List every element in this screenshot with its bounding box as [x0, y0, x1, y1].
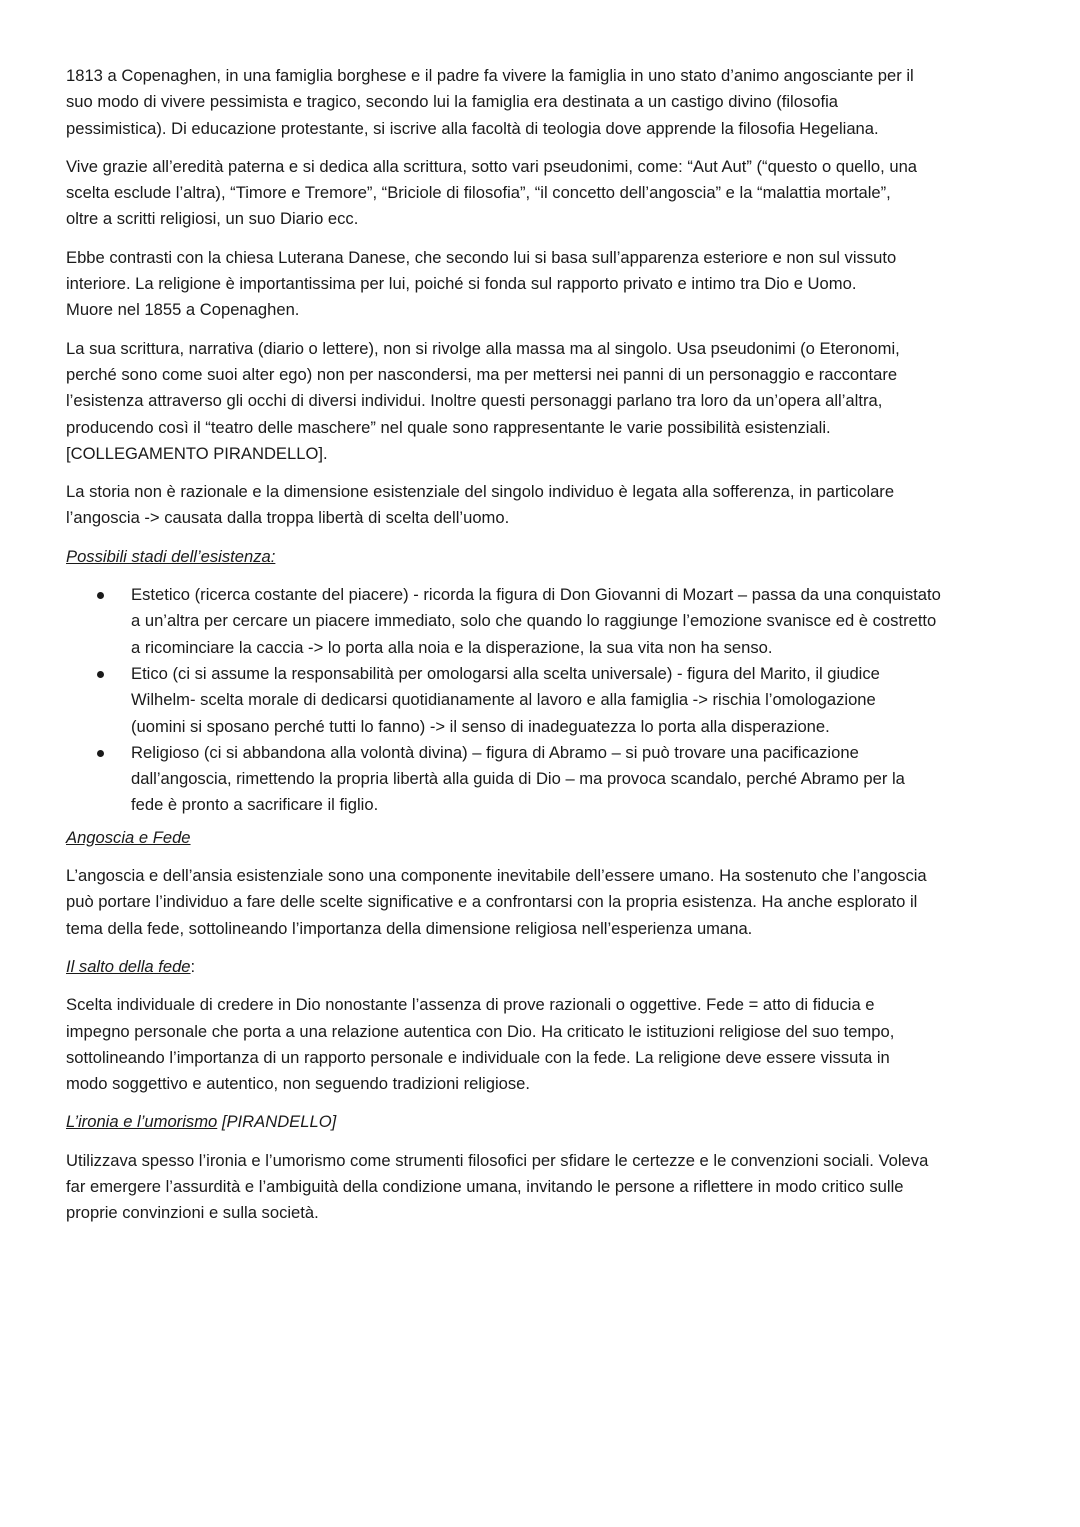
- text-line: modo soggettivo e autentico, non seguendo tradizioni religiose.: [66, 1074, 531, 1094]
- salto-paragraph: [66, 992, 1020, 1097]
- text-line: Wilhelm- scelta morale di dedicarsi quotidianamente al lavoro e alla famiglia -> rischia l’omologazione: [131, 690, 876, 710]
- list-item: [66, 582, 1020, 661]
- church-paragraph: [66, 245, 1020, 324]
- text-line: Estetico (ricerca costante del piacere) - ricorda la figura di Don Giovanni di Mozart – passa da una conquistato: [131, 585, 941, 605]
- text-line: Ebbe contrasti con la chiesa Luterana Danese, che secondo lui si basa sull’apparenza esteriore e non sul vissuto: [66, 247, 897, 267]
- text-line: a ricominciare la caccia -> lo porta alla noia e la disperazione, la sua vita non ha senso.: [131, 637, 773, 657]
- text-line: producendo così il “teatro delle maschere” nel quale sono rappresentante le varie possibilità esistenziali.: [66, 417, 831, 437]
- text-line: tema della fede, sottolineando l’importanza della dimensione religiosa nell’esperienza umana.: [66, 918, 753, 938]
- angoscia-heading: Angoscia e Fede: [66, 827, 191, 847]
- text-line: La storia non è razionale e la dimensione esistenziale del singolo individuo è legata alla sofferenza, in particolare: [66, 482, 895, 502]
- angoscia-paragraph: [66, 863, 1020, 942]
- history-paragraph: [66, 479, 1020, 532]
- text-line: suo modo di vivere pessimista e tragico, secondo lui la famiglia era destinata a un castigo divino (filosofia: [66, 92, 839, 112]
- salto-heading-text: Il salto della fede: [66, 956, 191, 976]
- text-line: impegno personale che porta a una relazione autentica con Dio. Ha criticato le istituzioni religiose del suo tempo,: [66, 1021, 895, 1041]
- bullet-icon: [97, 592, 104, 599]
- stages-heading: Possibili stadi dell’esistenza:: [66, 546, 276, 566]
- text-line: Vive grazie all’eredità paterna e si dedica alla scrittura, sotto vari pseudonimi, come: “Aut Aut” (“questo o quello, una: [66, 156, 918, 176]
- text-line: La sua scrittura, narrativa (diario o lettere), non si rivolge alla massa ma al singolo. Usa pseudonimi (o Eteronomi,: [66, 338, 900, 358]
- ironia-heading-tag: [PIRANDELLO]: [221, 1112, 337, 1132]
- text-line: Utilizzava spesso l’ironia e l’umorismo come strumenti filosofici per sfidare le certezze e le convenzioni sociali. Voleva: [66, 1150, 929, 1170]
- text-line: far emergere l’assurdità e l’ambiguità della condizione umana, invitando le persone a riflettere in modo critico sulle: [66, 1176, 904, 1196]
- text-line: oltre a scritti religiosi, un suo Diario ecc.: [66, 209, 359, 229]
- text-line: può portare l’individuo a fare delle scelte significative e a confrontarsi con la propria esistenza. Ha anche esplorato il: [66, 892, 918, 912]
- text-line: fede è pronto a sacrificare il figlio.: [131, 795, 379, 815]
- text-line: Scelta individuale di credere in Dio nonostante l’assenza di prove razionali o oggettive. Fede = atto di fiducia e: [66, 995, 875, 1015]
- text-line: l’angoscia -> causata dalla troppa libertà di scelta dell’uomo.: [66, 508, 510, 528]
- bullet-icon: [97, 671, 104, 678]
- text-line: [COLLEGAMENTO PIRANDELLO].: [66, 443, 328, 463]
- text-line: interiore. La religione è importantissima per lui, poiché si fonda sul rapporto privato e intimo tra Dio e Uomo.: [66, 274, 857, 294]
- writing-paragraph: [66, 336, 1020, 467]
- text-line: Muore nel 1855 a Copenaghen.: [66, 300, 300, 320]
- ironia-paragraph: [66, 1148, 1020, 1227]
- biography-paragraph: [66, 63, 1020, 142]
- works-paragraph: [66, 154, 1020, 233]
- text-line: 1813 a Copenaghen, in una famiglia borghese e il padre fa vivere la famiglia in uno stato d’animo angosciante per il: [66, 66, 914, 85]
- text-line: Etico (ci si assume la responsabilità per omologarsi alla scelta universale) - figura del Marito, il giudice: [131, 663, 880, 683]
- text-line: (uomini si sposano perché tutti lo fanno) -> il senso di inadeguatezza lo porta alla disperazione.: [131, 716, 830, 736]
- text-line: dall’angoscia, rimettendo la propria libertà alla guida di Dio – ma provoca scandalo, perché Abramo per la: [131, 769, 905, 789]
- text-line: perché sono come suoi alter ego) non per nascondersi, ma per mettersi nei panni di un personaggio e raccontare: [66, 364, 898, 384]
- text-line: pessimistica). Di educazione protestante, si iscrive alla facoltà di teologia dove apprende la filosofia Hegeliana.: [66, 118, 879, 138]
- list-item: [66, 740, 1020, 819]
- stages-list: [66, 582, 1020, 819]
- bullet-icon: [97, 750, 104, 757]
- salto-heading-colon: :: [190, 956, 196, 976]
- text-line: Religioso (ci si abbandona alla volontà divina) – figura di Abramo – si può trovare una pacificazione: [131, 742, 859, 762]
- salto-heading: [66, 954, 1020, 980]
- text-line: L’angoscia e dell’ansia esistenziale sono una componente inevitabile dell’essere umano. Ha sostenuto che l’angoscia: [66, 866, 927, 886]
- ironia-heading: [66, 1109, 1020, 1135]
- text-line: l’esistenza attraverso gli occhi di diversi individui. Inoltre questi personaggi parlano tra loro da un’opera all’altra,: [66, 391, 883, 411]
- list-item: [66, 661, 1020, 740]
- text-line: sottolineando l’importanza di un rapporto personale e individuale con la fede. La religione deve essere vissuta in: [66, 1047, 890, 1067]
- text-line: a un’altra per cercare un piacere immediato, solo che quando lo raggiunge l’emozione svanisce ed è costretto: [131, 611, 937, 631]
- text-line: proprie convinzioni e sulla società.: [66, 1203, 319, 1223]
- ironia-heading-text: L’ironia e l’umorismo: [66, 1112, 218, 1132]
- text-line: scelta esclude l’altra), “Timore e Tremore”, “Briciole di filosofia”, “il concetto dell’angoscia” e la “malattia mortale”,: [66, 183, 891, 203]
